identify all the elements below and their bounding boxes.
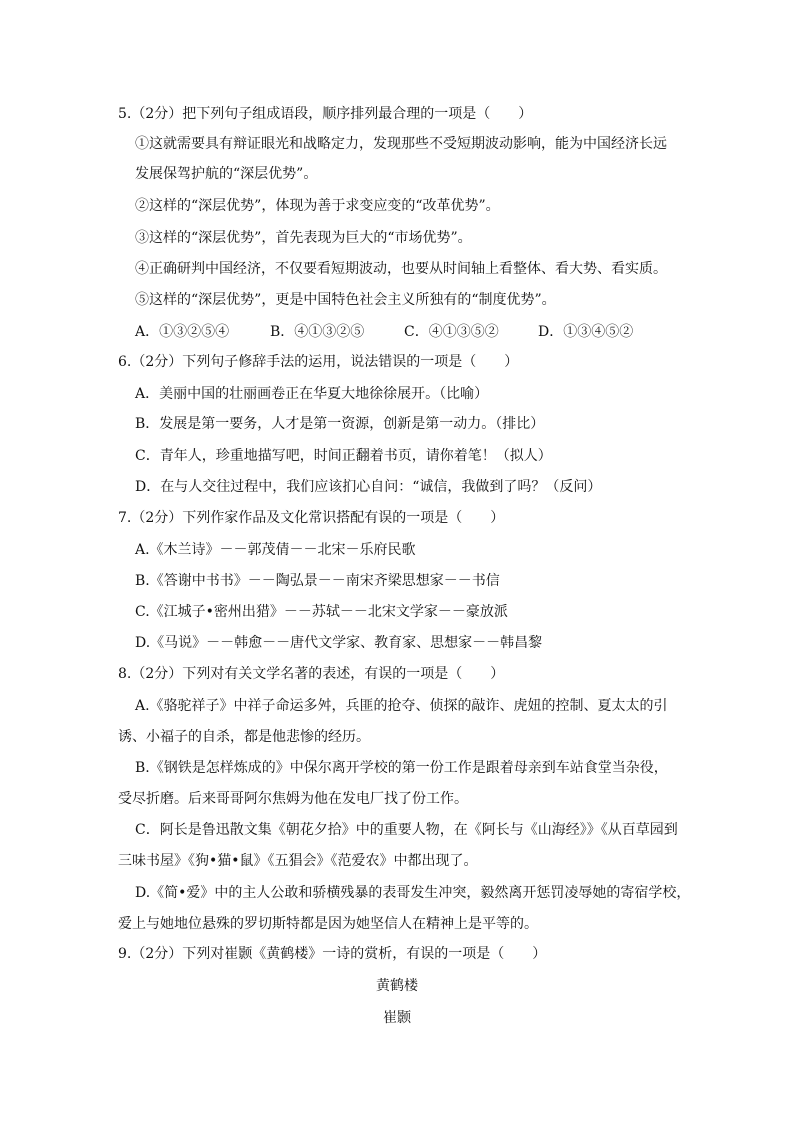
q7-option-b: B.《答谢中书书》－－陶弘景－－南宋齐梁思想家－－书信 (135, 573, 500, 589)
q6-stem: 6.（2分）下列句子修辞手法的运用，说法错误的一项是（ ） (118, 354, 519, 370)
q7-option-c: C.《江城子•密州出猎》－－苏轼－－北宋文学家－－豪放派 (135, 604, 508, 620)
q8-option-a-line2: 诱、小福子的自杀，都是他悲惨的经历。 (118, 729, 370, 745)
q5-sentence-1-line1: ①这就需要具有辩证眼光和战略定力，发现那些不受短期波动影响，能为中国经济长远 (135, 136, 667, 152)
q7-option-d: D.《马说》－－韩愈－－唐代文学家、教育家、思想家－－韩昌黎 (135, 635, 543, 651)
q5-choice-a: A．①③②⑤④ (135, 324, 230, 340)
q5-choices (135, 322, 633, 342)
q9-poem-author: 崔颢 (383, 1010, 411, 1026)
q5-choice-b: B．④①③②⑤ (270, 324, 365, 340)
q7-stem: 7.（2分）下列作家作品及文化常识搭配有误的一项是（ ） (118, 510, 505, 526)
q8-option-b-line1: B.《钢铁是怎样炼成的》中保尔离开学校的第一份工作是跟着母亲到车站食堂当杂役， (135, 760, 668, 776)
q8-option-c-line2: 三味书屋》《狗•猫•鼠》《五猖会》《范爱农》中都出现了。 (118, 853, 478, 869)
q8-stem: 8.（2分）下列对有关文学名著的表述，有误的一项是（ ） (118, 666, 505, 682)
q5-stem: 5.（2分）把下列句子组成语段，顺序排列最合理的一项是（ ） (118, 106, 533, 122)
q8-option-b-line2: 受尽折磨。后来哥哥阿尔焦姆为他在发电厂找了份工作。 (118, 791, 468, 807)
q5-sentence-4: ④正确研判中国经济，不仅要看短期波动，也要从时间轴上看整体、看大势、看实质。 (135, 261, 667, 277)
q5-sentence-3: ③这样的“深层优势”，首先表现为巨大的“市场优势”。 (135, 230, 472, 246)
q8-option-d-line1: D.《简•爱》中的主人公敢和骄横残暴的表哥发生冲突，毅然离开惩罚凌辱她的寄宿学校， (135, 885, 691, 901)
q6-option-b: B．发展是第一要务，人才是第一资源，创新是第一动力。（排比） (135, 416, 545, 432)
q9-stem: 9.（2分）下列对崔颢《黄鹤楼》一诗的赏析，有误的一项是（ ） (118, 946, 547, 962)
q5-choice-c: C．④①③⑤② (404, 324, 499, 340)
q6-option-a: A．美丽中国的壮丽画卷正在华夏大地徐徐展开。（比喻） (135, 386, 489, 402)
q6-option-c: C．青年人，珍重地描写吧，时间正翻着书页，请你着笔！（拟人） (135, 448, 552, 464)
q6-option-d: D．在与人交往过程中，我们应该扪心自问：“诚信，我做到了吗？（反问） (135, 479, 602, 495)
q9-poem-title: 黄鹤楼 (376, 978, 418, 994)
q8-option-d-line2: 爱上与她地位悬殊的罗切斯特都是因为她坚信人在精神上是平等的。 (118, 916, 538, 932)
q5-sentence-5: ⑤这样的“深层优势”，更是中国特色社会主义所独有的“制度优势”。 (135, 292, 556, 308)
q5-sentence-2: ②这样的“深层优势”，体现为善于求变应变的“改革优势”。 (135, 198, 500, 214)
q5-sentence-1-line2: 发展保驾护航的“深层优势”。 (135, 166, 318, 182)
q8-option-c-line1: C．阿长是鲁迅散文集《朝花夕拾》中的重要人物，在《阿长与《山海经》》《从百草园到 (135, 822, 678, 838)
q8-option-a-line1: A.《骆驼祥子》中祥子命运多舛，兵匪的抢夺、侦探的敲诈、虎妞的控制、夏太太的引 (135, 698, 668, 714)
q7-option-a: A.《木兰诗》－－郭茂倩－－北宋－乐府民歌 (135, 542, 416, 558)
q5-choice-d: D．①③④⑤② (538, 324, 634, 340)
